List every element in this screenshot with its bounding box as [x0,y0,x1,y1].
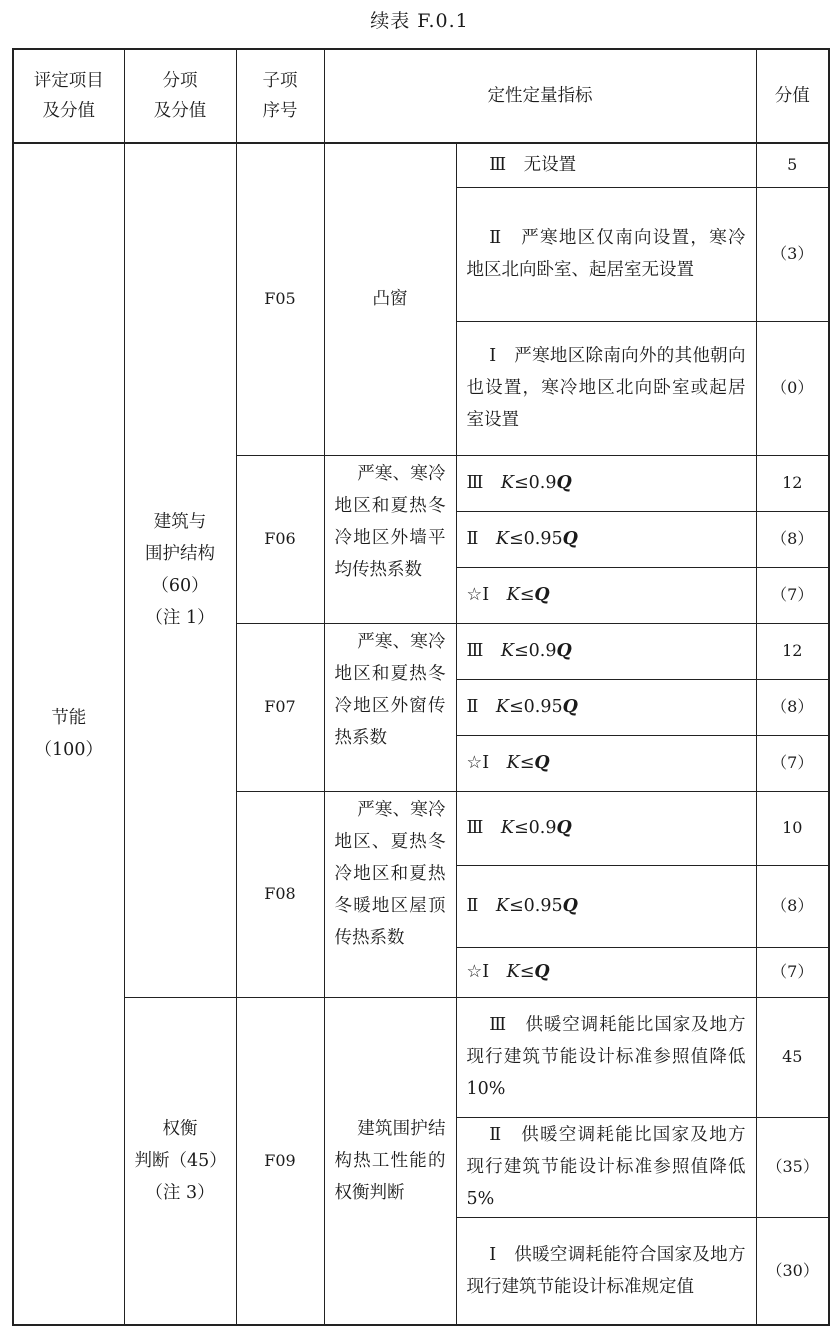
q-symbol: Q [534,753,550,773]
indicator-cell [456,455,756,511]
level: ☆Ⅰ [466,962,490,982]
indicator-cell: Ⅲ 供暖空调耗能比国家及地方现行建筑节能设计标准参照值降低 10% [456,997,756,1117]
subitem-code: F05 [236,143,324,455]
score-cell: （35） [756,1117,829,1217]
header-item-line: 评定项目 [33,71,104,91]
header-row [13,49,829,143]
subitem-name: 严寒、寒冷地区和夏热冬冷地区外窗传热系数 [324,623,456,791]
score-cell: （7） [756,947,829,997]
indicator-cell [456,791,756,865]
indicator-cell [456,865,756,947]
header-code [236,49,324,143]
subgroup-line: 判断（45） [134,1150,227,1171]
score-cell: （8） [756,511,829,567]
q-symbol: Q [556,473,572,493]
q-symbol: Q [534,962,550,982]
item-cell [13,143,124,1325]
table-caption: 续表 F.0.1 [370,10,469,32]
header-sub [124,49,236,143]
evaluation-table [12,48,830,1326]
indicator-cell: Ⅰ 供暖空调耗能符合国家及地方现行建筑节能设计标准规定值 [456,1217,756,1325]
q-symbol: Q [556,818,572,838]
item-line: 节能 [51,708,87,728]
subgroup-line: 围护结构 [145,544,215,565]
subgroup-line: 建筑与 [153,512,207,533]
header-indicator: 定性定量指标 [324,49,756,143]
subgroup-line: 权衡 [162,1118,198,1139]
subitem-code: F06 [236,455,324,623]
indicator-cell [456,511,756,567]
k-symbol: K [500,818,514,838]
level: Ⅱ [466,697,479,717]
k-symbol: K [500,641,514,661]
level: ☆Ⅰ [466,585,490,605]
subitem-name: 建筑围护结构热工性能的权衡判断 [324,997,456,1325]
score-cell: 45 [756,997,829,1117]
item-line: （100） [34,740,103,760]
header-item [13,49,124,143]
table-row [13,997,829,1117]
q-symbol: Q [562,697,578,717]
indicator-cell: Ⅲ 无设置 [456,143,756,187]
level: ☆Ⅰ [466,753,490,773]
relation: ≤0.9 [513,641,557,661]
level: Ⅲ [466,641,484,661]
k-symbol: K [495,697,509,717]
relation: ≤0.9 [513,473,557,493]
relation: ≤0.95 [508,896,563,916]
k-symbol: K [506,585,520,605]
header-code-line: 序号 [262,101,298,121]
k-symbol: K [500,473,514,493]
table-row [13,143,829,187]
k-symbol: K [495,529,509,549]
relation: ≤0.95 [508,697,563,717]
relation: ≤0.95 [508,529,563,549]
header-item-line: 及分值 [42,101,95,121]
indicator-cell: Ⅱ 供暖空调耗能比国家及地方现行建筑节能设计标准参照值降低 5% [456,1117,756,1217]
subitem-code: F07 [236,623,324,791]
score-cell: （8） [756,865,829,947]
score-cell: （7） [756,735,829,791]
subgroup-cell [124,997,236,1325]
q-symbol: Q [556,641,572,661]
indicator-cell [456,947,756,997]
subgroup-cell [124,143,236,997]
score-cell: 12 [756,623,829,679]
score-cell: （30） [756,1217,829,1325]
score-cell: 10 [756,791,829,865]
subgroup-line: （注 1） [145,608,215,629]
score-cell: （3） [756,187,829,321]
header-sub-line: 及分值 [153,101,207,121]
header-score: 分值 [756,49,829,143]
indicator-cell [456,623,756,679]
score-cell: 12 [756,455,829,511]
indicator-cell [456,735,756,791]
level: Ⅱ [466,896,479,916]
subitem-name: 凸窗 [324,143,456,455]
relation: ≤ [519,753,535,773]
score-cell: （8） [756,679,829,735]
score-cell: 5 [756,143,829,187]
subitem-name: 严寒、寒冷地区、夏热冬冷地区和夏热冬暖地区屋顶传热系数 [324,791,456,997]
subitem-code: F09 [236,997,324,1325]
subitem-code: F08 [236,791,324,997]
level: Ⅱ [466,529,479,549]
score-cell: （0） [756,321,829,455]
level: Ⅲ [466,473,484,493]
indicator-cell [456,679,756,735]
indicator-cell: Ⅰ 严寒地区除南向外的其他朝向也设置，寒冷地区北向卧室或起居室设置 [456,321,756,455]
k-symbol: K [495,896,509,916]
level: Ⅲ [466,818,484,838]
indicator-cell [456,567,756,623]
q-symbol: Q [534,585,550,605]
k-symbol: K [506,753,520,773]
relation: ≤ [519,585,535,605]
subgroup-line: （60） [151,576,209,597]
k-symbol: K [506,962,520,982]
score-cell: （7） [756,567,829,623]
relation: ≤ [519,962,535,982]
q-symbol: Q [562,896,578,916]
relation: ≤0.9 [513,818,557,838]
header-code-line: 子项 [262,71,298,91]
indicator-cell: Ⅱ 严寒地区仅南向设置，寒冷地区北向卧室、起居室无设置 [456,187,756,321]
header-sub-line: 分项 [162,71,198,91]
q-symbol: Q [562,529,578,549]
subitem-name: 严寒、寒冷地区和夏热冬冷地区外墙平均传热系数 [324,455,456,623]
subgroup-line: （注 3） [145,1182,215,1203]
